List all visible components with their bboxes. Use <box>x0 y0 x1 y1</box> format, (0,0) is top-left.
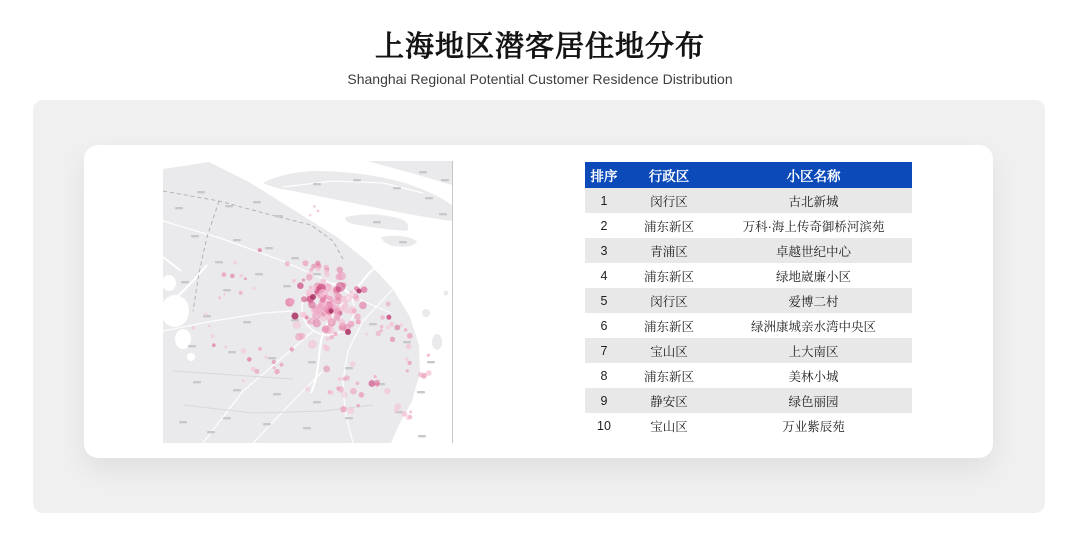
cell-district: 宝山区 <box>650 419 688 434</box>
cell-district: 浦东新区 <box>643 269 694 284</box>
cell-district: 浦东新区 <box>643 219 694 234</box>
cell-rank: 3 <box>600 243 608 258</box>
ranking-table-wrap <box>585 162 912 438</box>
cell-rank: 1 <box>600 193 608 208</box>
cell-community: 卓越世纪中心 <box>775 244 851 259</box>
cell-district: 浦东新区 <box>643 369 694 384</box>
page-header <box>0 24 1080 87</box>
cell-rank: 9 <box>600 393 608 408</box>
content-card <box>84 145 993 458</box>
map-lake <box>187 353 195 361</box>
cell-rank: 4 <box>600 268 608 283</box>
page-title: 上海地区潜客居住地分布 <box>374 31 705 63</box>
cell-district: 静安区 <box>650 394 688 409</box>
page-subtitle: Shanghai Regional Potential Customer Residence Distribution <box>347 71 733 87</box>
cell-rank: 6 <box>600 318 608 333</box>
cell-community: 爱博二村 <box>788 294 839 309</box>
table-row <box>585 388 912 413</box>
cell-district: 闵行区 <box>650 294 688 309</box>
cell-community: 美林小城 <box>788 369 839 384</box>
cell-community: 万科·海上传奇御桥河滨苑 <box>742 219 885 234</box>
shanghai-density-map <box>163 161 453 443</box>
cell-rank: 10 <box>597 418 611 433</box>
table-row <box>585 313 912 338</box>
cell-community: 古北新城 <box>788 194 839 209</box>
table-header-row <box>585 162 912 188</box>
map-canvas <box>163 161 452 443</box>
cell-community: 绿洲康城亲水湾中央区 <box>750 319 876 334</box>
cell-rank: 5 <box>600 293 608 308</box>
cell-community: 绿地崴廉小区 <box>775 269 851 284</box>
cell-district: 闵行区 <box>650 194 688 209</box>
table-row <box>585 413 912 438</box>
table-row <box>585 238 912 263</box>
map-islet <box>444 291 449 296</box>
col-header-district: 行政区 <box>648 169 690 184</box>
map-islet <box>422 309 430 317</box>
cell-district: 宝山区 <box>650 344 688 359</box>
cell-rank: 2 <box>600 218 608 233</box>
ranking-table <box>585 162 912 438</box>
table-row <box>585 213 912 238</box>
table-row <box>585 288 912 313</box>
cell-community: 上大南区 <box>788 344 839 359</box>
map-islet <box>432 334 442 350</box>
table-row <box>585 338 912 363</box>
table-row <box>585 363 912 388</box>
cell-rank: 8 <box>600 368 608 383</box>
table-row <box>585 188 912 213</box>
cell-community: 万业紫辰苑 <box>782 419 845 434</box>
cell-community: 绿色丽园 <box>788 394 839 409</box>
cell-rank: 7 <box>600 343 608 358</box>
col-header-community: 小区名称 <box>786 169 841 184</box>
table-row <box>585 263 912 288</box>
cell-district: 浦东新区 <box>643 319 694 334</box>
cell-district: 青浦区 <box>650 244 688 259</box>
col-header-rank: 排序 <box>590 169 618 184</box>
